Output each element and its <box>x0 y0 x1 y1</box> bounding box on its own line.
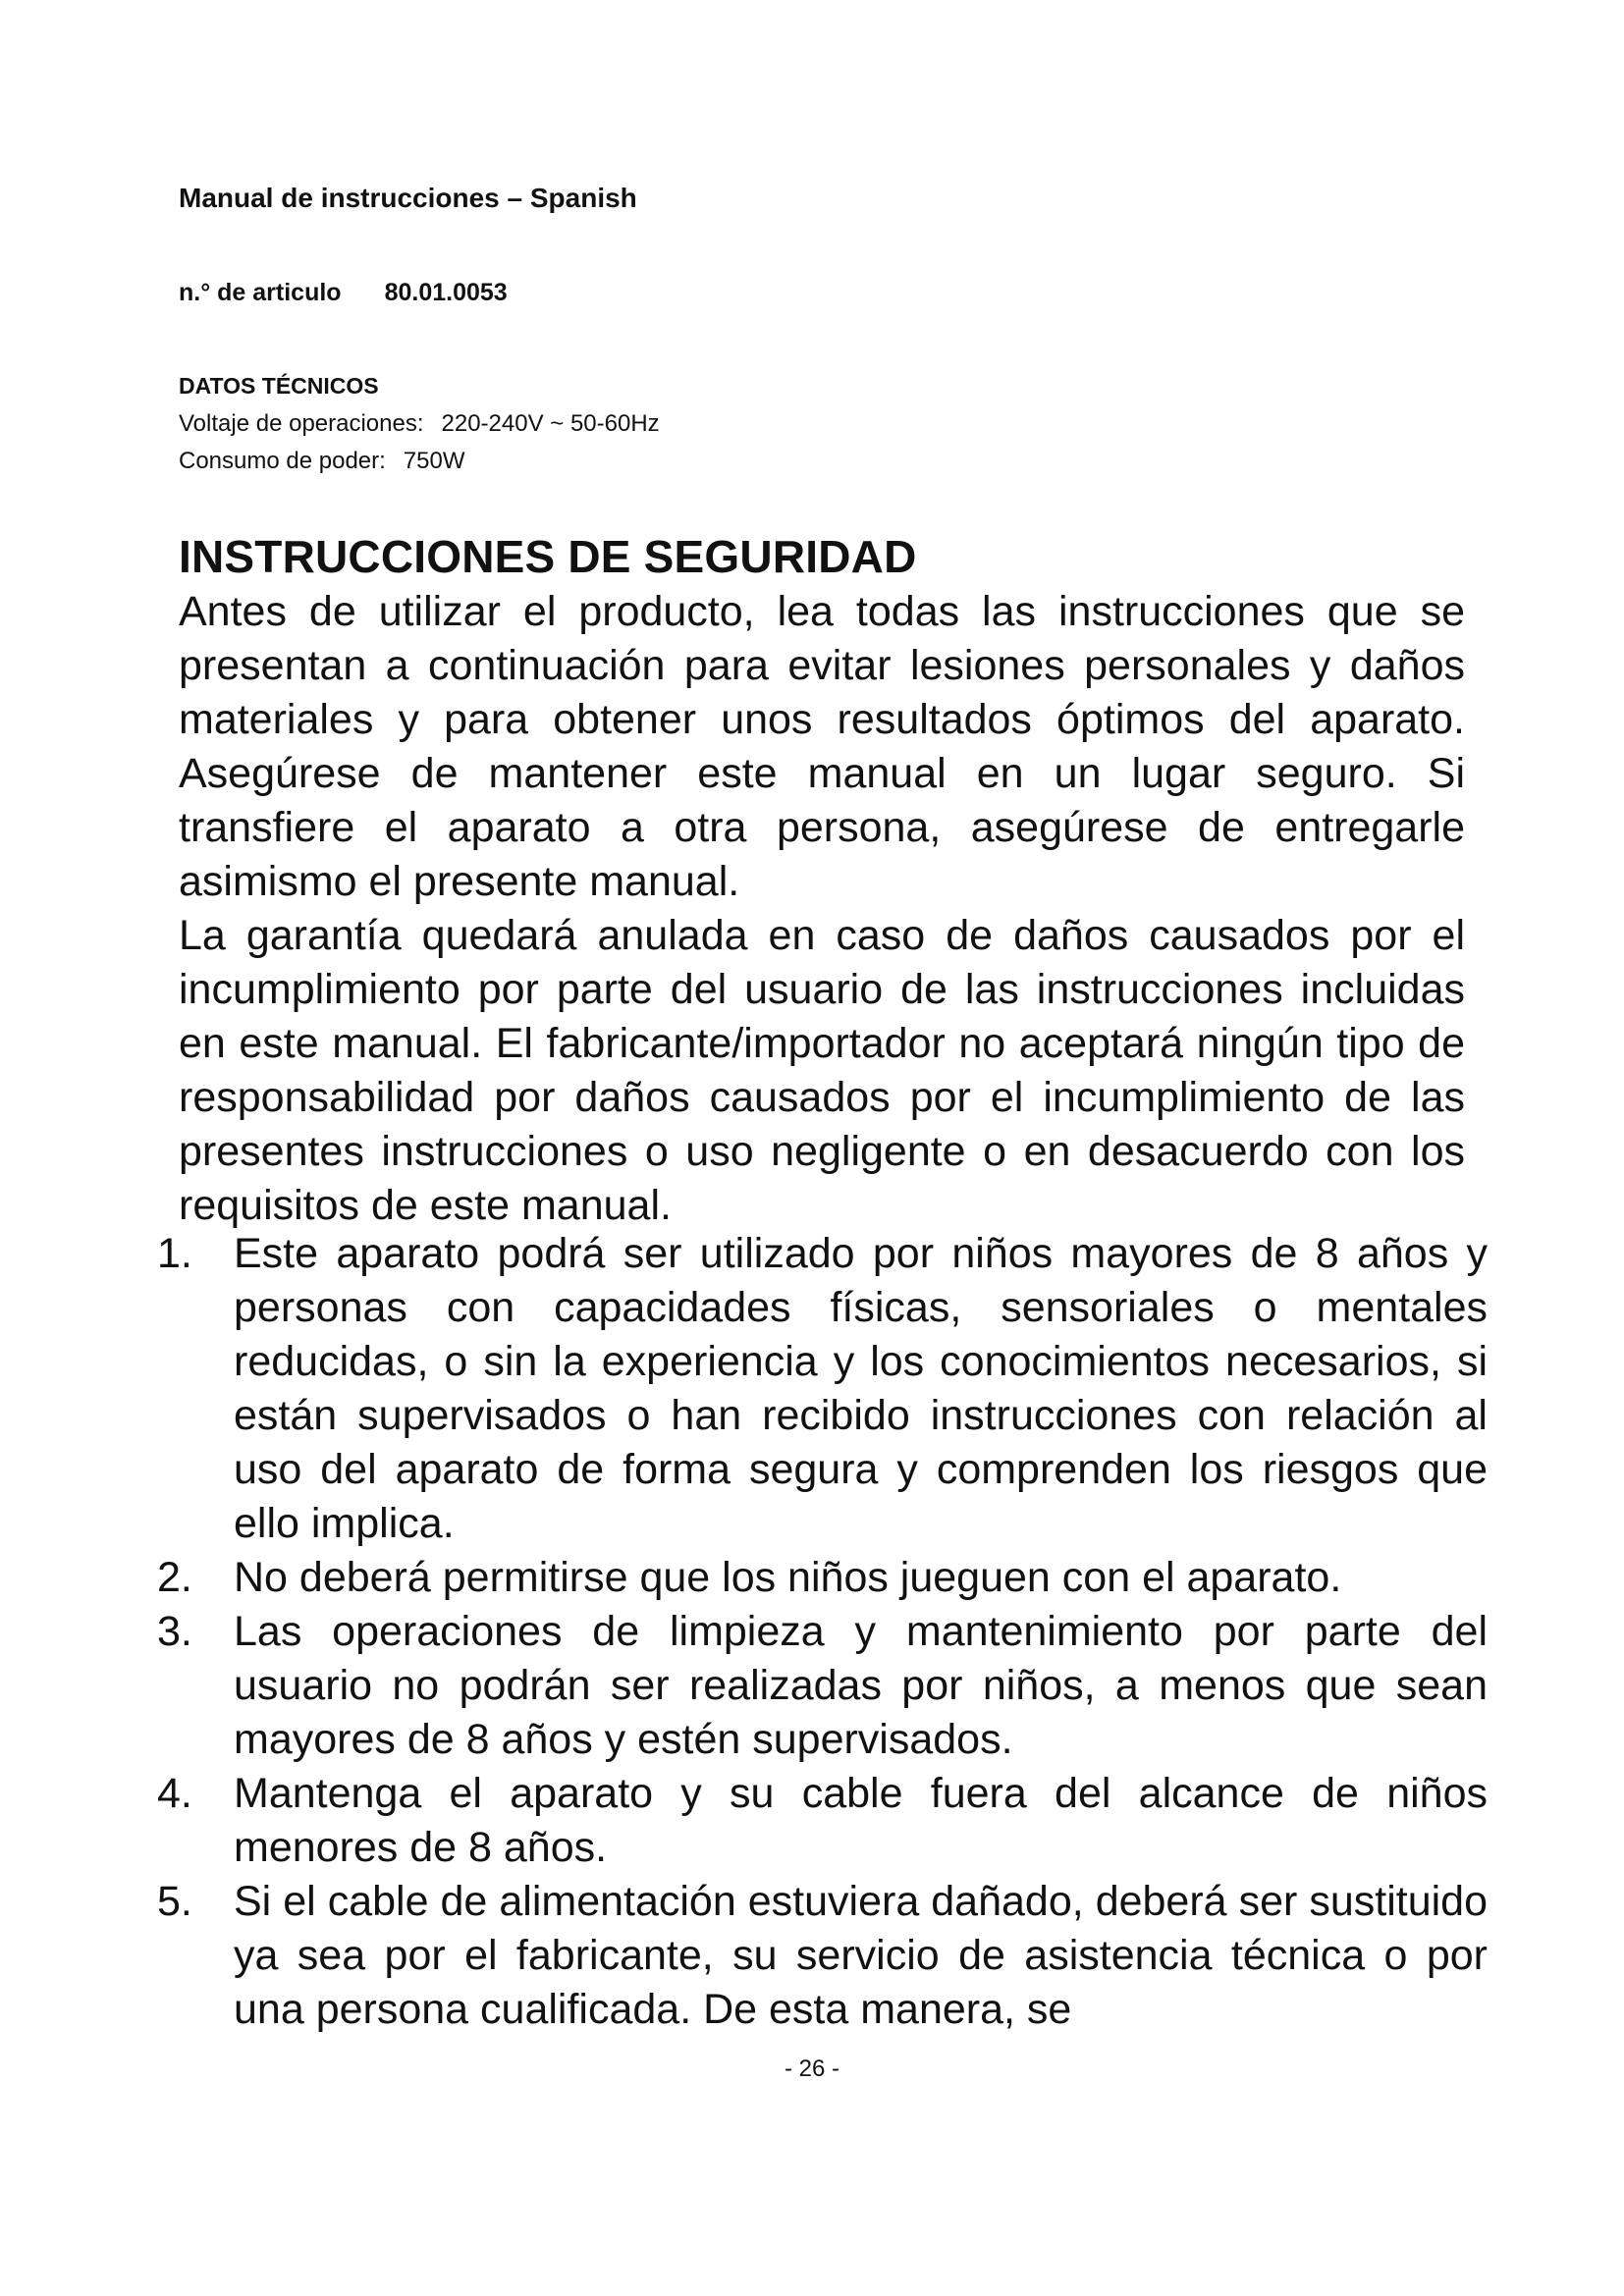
list-item-number: 3. <box>157 1608 192 1655</box>
list-item-number: 1. <box>157 1230 192 1277</box>
list-item-text: Este aparato podrá ser utilizado por niños mayores de 8 años y personas con capacidades físicas, sensoriales o mentales reducidas, o sin la experiencia y los conocimientos necesarios, si están supervisados o han recibido instrucciones con relación al uso del aparato de forma segura y comprenden los riesgos que ello implica. <box>234 1230 1488 1547</box>
tech-row-power <box>179 448 465 475</box>
list-item <box>157 1767 1488 1875</box>
warranty-paragraph: La garantía quedará anulada en caso de daños causados por el incumplimiento por parte del usuario de las instrucciones incluidas en este manual. El fabricante/importador no aceptará ningún tipo de responsabilidad por daños causados por el incumplimiento de las presentes instrucciones o uso negligente o en desacuerdo con los requisitos de este manual. <box>179 912 1465 1229</box>
technical-data-heading: DATOS TÉCNICOS <box>179 373 379 399</box>
intro-paragraph-1: Antes de utilizar el producto, lea todas las instrucciones que se presentan a continuación para evitar lesiones personales y daños materiales y para obtener unos resultados óptimos del aparato. Asegúrese de mantener este manual en un lugar seguro. Si transfiere el aparato a otra persona, asegúrese de entregarle asimismo el presente manual. <box>179 588 1465 905</box>
list-item-text: No deberá permitirse que los niños jueguen con el aparato. <box>234 1554 1342 1601</box>
page-number: - 26 - <box>784 2056 839 2082</box>
list-item-text: Las operaciones de limpieza y mantenimiento por parte del usuario no podrán ser realizadas por niños, a menos que sean mayores de 8 años y estén supervisados. <box>234 1608 1488 1763</box>
article-number-label: n.° de articulo <box>179 279 342 306</box>
list-item <box>157 1227 1488 1551</box>
voltage-value: 220-240V ~ 50-60Hz <box>441 410 660 437</box>
list-item <box>157 1605 1488 1767</box>
voltage-label: Voltaje de operaciones: <box>179 410 424 437</box>
list-item-text: Si el cable de alimentación estuviera dañado, deberá ser sustituido ya sea por el fabricante, su servicio de asistencia técnica o por una persona cualificada. De esta manera, se <box>234 1878 1488 2033</box>
safety-list <box>157 1227 1488 2037</box>
list-item-number: 5. <box>157 1878 192 1925</box>
power-value: 750W <box>403 448 465 474</box>
article-number-line <box>179 279 508 307</box>
list-item-number: 2. <box>157 1554 192 1601</box>
article-number-value: 80.01.0053 <box>384 279 508 306</box>
manual-title: Manual de instrucciones – Spanish <box>179 183 637 213</box>
safety-instructions-title: INSTRUCCIONES DE SEGURIDAD <box>179 531 917 582</box>
list-item <box>157 1551 1488 1605</box>
power-label: Consumo de poder: <box>179 448 386 474</box>
list-item-number: 4. <box>157 1770 192 1817</box>
list-item-text: Mantenga el aparato y su cable fuera del alcance de niños menores de 8 años. <box>234 1770 1488 1871</box>
list-item <box>157 1875 1488 2037</box>
tech-row-voltage <box>179 410 660 438</box>
